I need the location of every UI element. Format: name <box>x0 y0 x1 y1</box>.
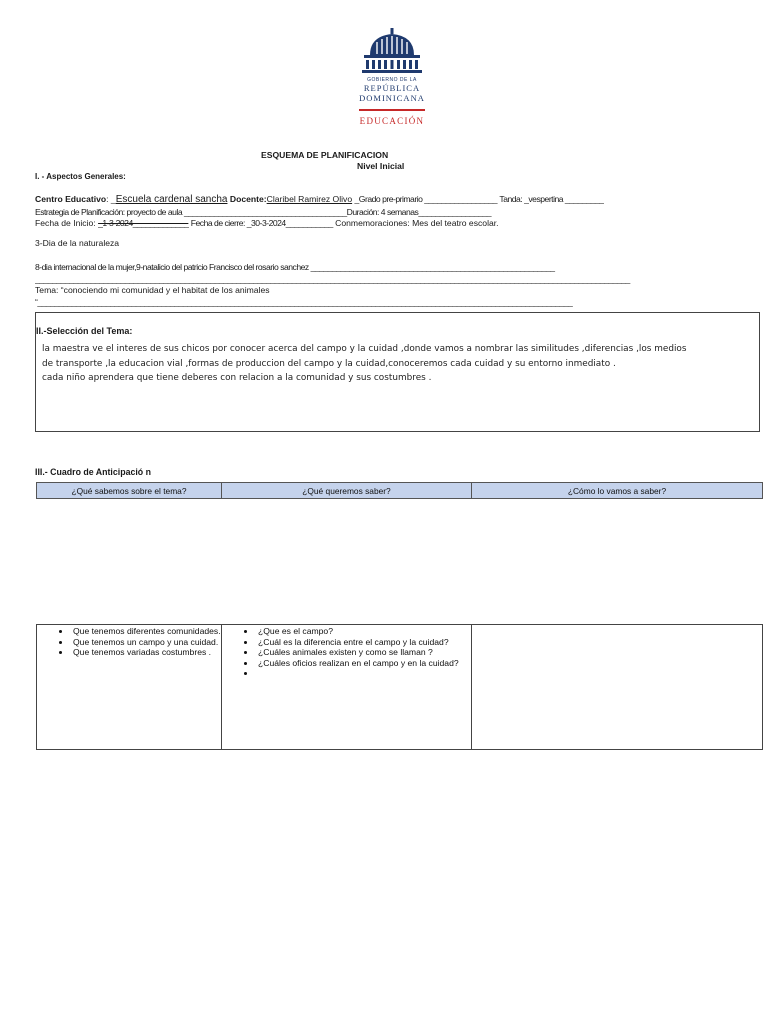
document-subtitle: Nivel Inicial <box>357 161 405 171</box>
logo-gobierno-text: GOBIERNO DE LA <box>367 77 417 83</box>
column-header: ¿Qué queremos saber? <box>222 483 472 499</box>
docente-value: Claribel Ramirez Olivo <box>266 194 353 204</box>
column-header: ¿Cómo lo vamos a saber? <box>472 483 763 499</box>
tanda-text: Tanda: _vespertina _________ <box>499 194 604 204</box>
como-saber-cell <box>472 625 763 750</box>
duracion-text: Duración: 4 semanas_________________ <box>346 207 492 217</box>
anticipacion-body-table <box>36 624 763 750</box>
document-title: ESQUEMA DE PLANIFICACION <box>261 150 389 160</box>
section-3-heading: III.- Cuadro de Anticipació n <box>35 467 151 477</box>
fecha-cierre-text: Fecha de cierre: _30-3-2024___________ <box>190 218 333 228</box>
que-queremos-list <box>222 626 471 679</box>
seleccion-tema-box <box>35 312 760 432</box>
estrategia-text: Estrategia de Planificación: proyecto de aula ______________________________________ <box>35 207 347 217</box>
list-item: • Que tenemos un campo y una cuidad. <box>71 637 221 648</box>
ministry-logo <box>330 28 454 124</box>
centro-sep: : _ <box>106 194 116 204</box>
dia-mujer: 8-dia internacional de la mujer,9-natalicio del patricio Francisco del rosario sanchez _________________________________________________________ <box>35 262 555 272</box>
logo-republica-text: REPÚBLICA DOMINICANA <box>359 83 425 103</box>
que-queremos-cell <box>222 625 472 750</box>
seleccion-line: cada niño aprendera que tiene deberes con relacion a la comunidad y sus costumbres . <box>42 373 432 383</box>
seleccion-tema-text <box>42 342 752 386</box>
fecha-inicio-value: _1-3-2024_____________ <box>98 218 189 228</box>
list-item: • ¿Cuál es la diferencia entre el campo y la cuidad? <box>256 637 471 648</box>
fecha-inicio-label: Fecha de Inicio: <box>35 218 99 228</box>
seleccion-line: de transporte ,la educacion vial ,formas de produccion del campo y la cuidad,conoceremos cada cuidad y su entorno inmediato . <box>42 358 616 369</box>
tema-continuation: “_____________________________________________________________________________________________________________________________ <box>35 297 573 307</box>
estrategia-line <box>35 207 491 217</box>
docente-label: Docente: <box>229 194 267 204</box>
palace-dome-icon <box>360 28 424 76</box>
seleccion-line: la maestra ve el interes de sus chicos por conocer acerca del campo y la cuidad ,donde vamos a nombrar las similitudes ,diferencias ,los medios <box>42 344 687 354</box>
column-header: ¿Qué sabemos sobre el tema? <box>37 483 222 499</box>
tema-text: Tema: “conociendo mi comunidad y el habitat de los animales <box>35 285 270 295</box>
grado-text: _Grado pre-primario _________________ <box>354 194 498 204</box>
anticipacion-header-table <box>36 482 763 499</box>
centro-value: Escuela cardenal sancha <box>115 194 228 205</box>
separator-line: ___________________________________________________________________________________________________________________________________________ <box>35 274 630 284</box>
dia-naturaleza: 3-Dia de la naturaleza <box>35 238 120 248</box>
section-1-heading: I. - Aspectos Generales: <box>35 172 126 181</box>
fechas-line <box>35 218 499 228</box>
conmemoraciones-text: Conmemoraciones: Mes del teatro escolar. <box>335 218 499 228</box>
logo-educacion-text: EDUCACIÓN <box>359 115 425 126</box>
list-item: • Que tenemos diferentes comunidades. <box>71 626 221 637</box>
logo-divider <box>359 109 425 111</box>
section-2-heading: II.-Selección del Tema: <box>36 326 133 336</box>
que-sabemos-cell <box>37 625 222 750</box>
que-sabemos-list <box>37 626 221 658</box>
list-item: • ¿Cuáles animales existen y como se llaman ? <box>256 647 471 658</box>
centro-label: Centro Educativo <box>35 194 107 204</box>
list-item: • Que tenemos variadas costumbres . <box>71 647 221 658</box>
list-item: • ¿Cuáles oficios realizan en el campo y en la cuidad? <box>256 658 471 669</box>
centro-line <box>35 194 603 205</box>
list-item <box>256 668 471 679</box>
list-item: • ¿Que es el campo? <box>256 626 471 637</box>
